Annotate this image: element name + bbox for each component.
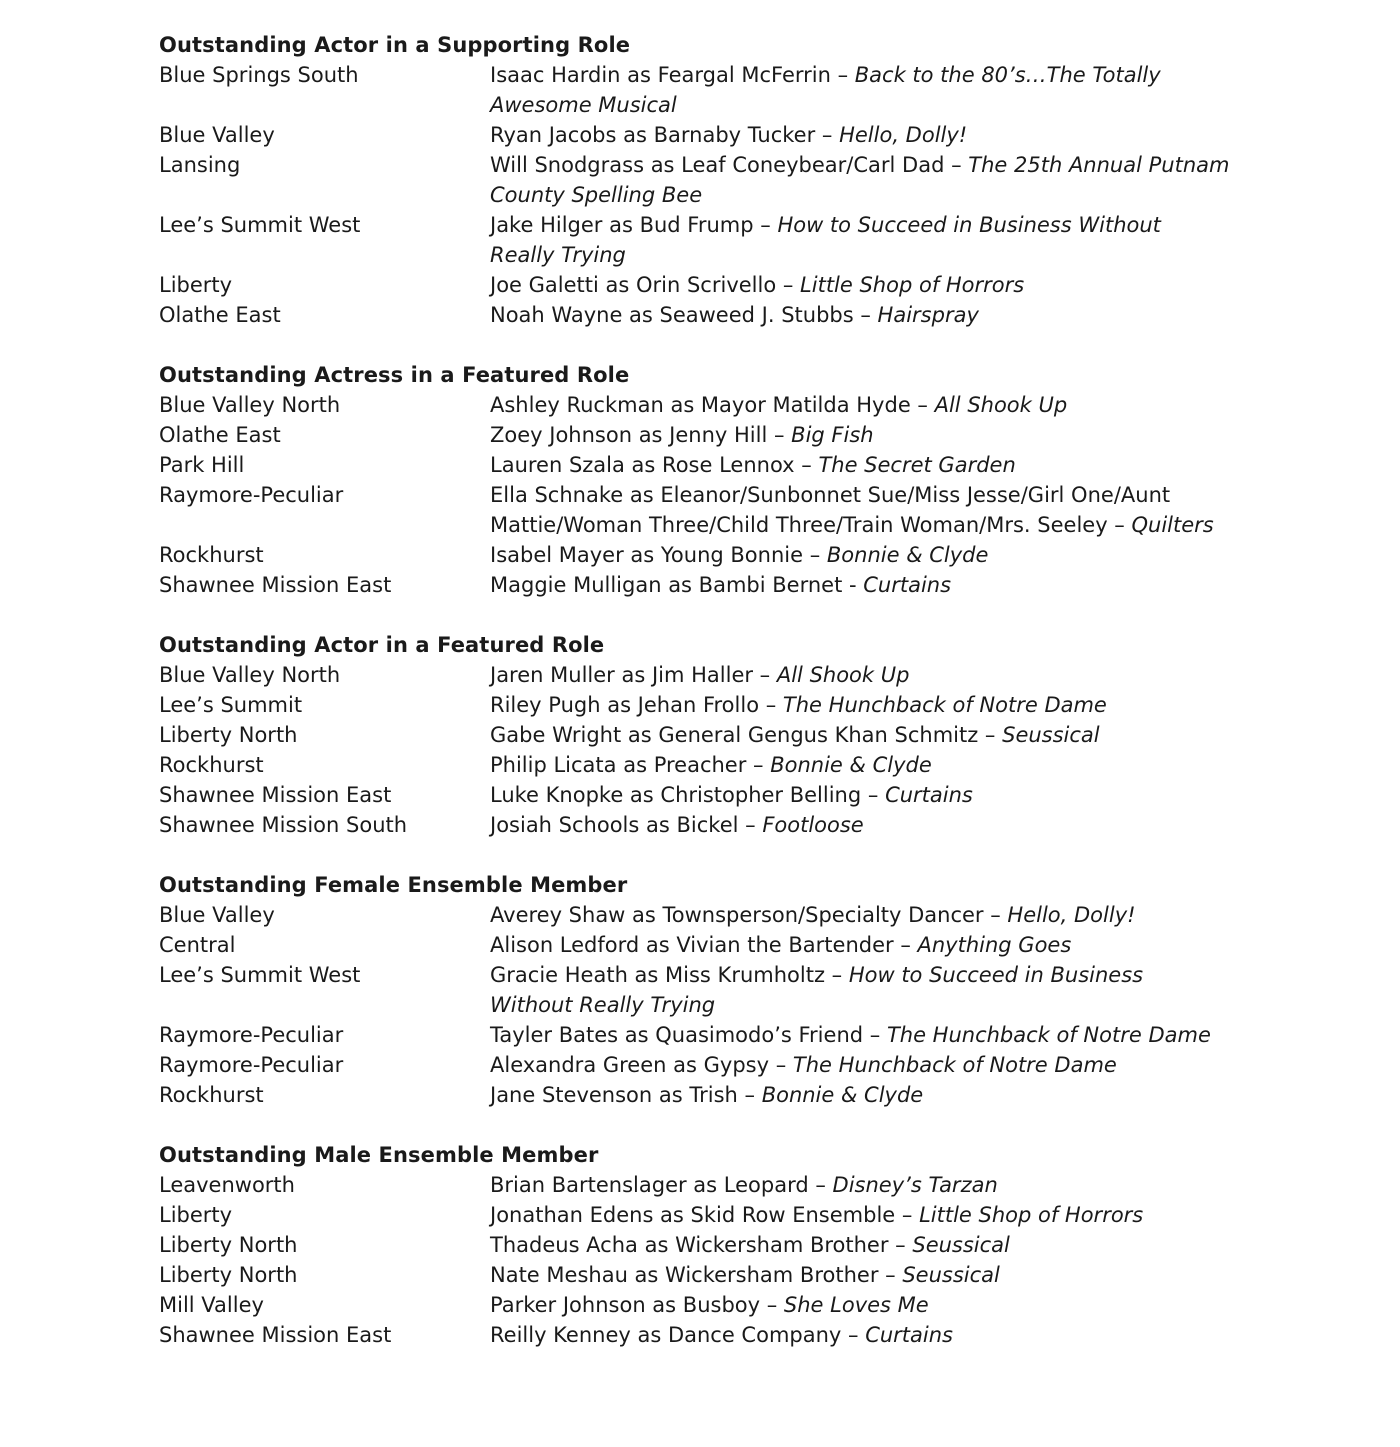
nominee-entry [490, 150, 1230, 210]
nominee-entry [490, 390, 1230, 420]
separator-dash: – [737, 1083, 762, 1107]
show-title: The Secret Garden [818, 453, 1016, 477]
nominee-row [159, 300, 1239, 330]
category-title: Outstanding Actor in a Featured Role [159, 633, 605, 657]
nominee-entry [490, 60, 1230, 120]
nominee-row [159, 750, 1239, 780]
separator-dash: – [738, 813, 763, 837]
separator-dash: – [1107, 513, 1132, 537]
nominee-role: Noah Wayne as Seaweed J. Stubbs [490, 303, 854, 327]
nominee-entry [490, 120, 1230, 150]
nominee-row [159, 390, 1239, 420]
nominee-entry [490, 1320, 1230, 1350]
nominee-entry [490, 1020, 1230, 1050]
separator-dash: – [746, 753, 771, 777]
show-title: Footloose [762, 813, 864, 837]
nominee-role: Will Snodgrass as Leaf Coneybear/Carl Dad [490, 153, 945, 177]
separator-dash: – [853, 303, 878, 327]
nominee-entry [490, 270, 1230, 300]
category-title: Outstanding Female Ensemble Member [159, 873, 628, 897]
nominee-row [159, 1290, 1239, 1320]
nominee-row [159, 780, 1239, 810]
nominee-entry [490, 1080, 1230, 1110]
nominee-role: Ashley Ruckman as Mayor Matilda Hyde [490, 393, 911, 417]
nominee-row [159, 270, 1239, 300]
category-title: Outstanding Actor in a Supporting Role [159, 33, 631, 57]
school-name: Rockhurst [159, 1083, 264, 1107]
nominee-role: Philip Licata as Preacher [490, 753, 747, 777]
school-name: Blue Valley North [159, 393, 341, 417]
show-title: The Hunchback of Notre Dame [782, 693, 1107, 717]
nominee-role: Alison Ledford as Vivian the Bartender [490, 933, 894, 957]
nominee-role: Parker Johnson as Busboy [490, 1293, 761, 1317]
nominee-role: Gabe Wright as General Gengus Khan Schmitz [490, 723, 979, 747]
nominee-row [159, 960, 1239, 1020]
nominee-role: Reilly Kenney as Dance Company [490, 1323, 842, 1347]
show-title: Seussical [902, 1263, 1000, 1287]
nominee-row [159, 150, 1239, 210]
separator-dash: - [842, 573, 864, 597]
nominee-row [159, 450, 1239, 480]
nominee-entry [490, 570, 1230, 600]
award-category [159, 360, 1239, 600]
award-category [159, 1140, 1239, 1350]
nominee-entry [490, 210, 1230, 270]
nominee-role: Jake Hilger as Bud Frump [490, 213, 754, 237]
school-name: Shawnee Mission East [159, 573, 392, 597]
school-name: Olathe East [159, 303, 281, 327]
separator-dash: – [841, 1323, 866, 1347]
nominee-entry [490, 660, 1230, 690]
show-title: All Shook Up [934, 393, 1068, 417]
separator-dash: – [895, 1203, 920, 1227]
show-title: Little Shop of Horrors [800, 273, 1025, 297]
nominee-role: Luke Knopke as Christopher Belling [490, 783, 862, 807]
nominee-role: Nate Meshau as Wickersham Brother [490, 1263, 879, 1287]
show-title: She Loves Me [783, 1293, 929, 1317]
separator-dash: – [893, 933, 918, 957]
show-title: Anything Goes [917, 933, 1072, 957]
show-title: The 25th Annual Putnam County Spelling Bee [490, 153, 1230, 207]
show-title: Seussical [1002, 723, 1100, 747]
show-title: Curtains [885, 783, 973, 807]
nominee-entry [490, 810, 1230, 840]
nominee-row [159, 1050, 1239, 1080]
school-name: Raymore-Peculiar [159, 1023, 344, 1047]
show-title: Disney’s Tarzan [832, 1173, 998, 1197]
nominee-entry [490, 1200, 1230, 1230]
nominee-entry [490, 960, 1230, 1020]
nominee-row [159, 1200, 1239, 1230]
nominee-entry [490, 300, 1230, 330]
nominee-role: Joe Galetti as Orin Scrivello [490, 273, 777, 297]
nominee-row [159, 1260, 1239, 1290]
nominee-role: Isabel Mayer as Young Bonnie [490, 543, 804, 567]
separator-dash: – [808, 1173, 833, 1197]
nominee-role: Alexandra Green as Gypsy [490, 1053, 770, 1077]
award-category [159, 30, 1239, 330]
nominee-role: Brian Bartenslager as Leopard [490, 1173, 809, 1197]
nominee-entry [490, 900, 1230, 930]
nominee-role: Isaac Hardin as Feargal McFerrin [490, 63, 831, 87]
separator-dash: – [983, 903, 1008, 927]
school-name: Rockhurst [159, 543, 264, 567]
show-title: Curtains [863, 573, 952, 597]
separator-dash: – [767, 423, 792, 447]
nominee-row [159, 930, 1239, 960]
separator-dash: – [753, 663, 777, 687]
school-name: Rockhurst [159, 753, 264, 777]
separator-dash: – [944, 153, 969, 177]
nominee-role: Zoey Johnson as Jenny Hill [490, 423, 768, 447]
separator-dash: – [759, 693, 783, 717]
school-name: Liberty [159, 1203, 233, 1227]
school-name: Liberty North [159, 1263, 298, 1287]
school-name: Blue Springs South [159, 63, 359, 87]
school-name: Mill Valley [159, 1293, 264, 1317]
nominee-role: Ella Schnake as Eleanor/Sunbonnet Sue/Miss Jesse/Girl One/Aunt Mattie/Woman Three/Child Three/Train Woman/Mrs. Seeley [490, 483, 1171, 537]
nominee-role: Jonathan Edens as Skid Row Ensemble [490, 1203, 896, 1227]
separator-dash: – [830, 63, 855, 87]
nominee-row [159, 1230, 1239, 1260]
show-title: Back to the 80’s…The Totally Awesome Musical [490, 63, 1161, 117]
separator-dash: – [978, 723, 1003, 747]
school-name: Park Hill [159, 453, 245, 477]
nominee-entry [490, 450, 1230, 480]
separator-dash: – [769, 1053, 793, 1077]
nominee-role: Riley Pugh as Jehan Frollo [490, 693, 760, 717]
separator-dash: – [794, 453, 819, 477]
nominee-entry [490, 780, 1230, 810]
show-title: Hairspray [877, 303, 979, 327]
category-title: Outstanding Male Ensemble Member [159, 1143, 599, 1167]
separator-dash: – [861, 783, 886, 807]
nominee-row [159, 420, 1239, 450]
separator-dash: – [815, 123, 840, 147]
school-name: Raymore-Peculiar [159, 483, 344, 507]
show-title: Quilters [1131, 513, 1214, 537]
nominee-row [159, 120, 1239, 150]
nominee-role: Ryan Jacobs as Barnaby Tucker [490, 123, 816, 147]
nominee-entry [490, 930, 1230, 960]
nominee-role: Averey Shaw as Townsperson/Specialty Dancer [490, 903, 984, 927]
nominee-row [159, 1020, 1239, 1050]
nominee-row [159, 690, 1239, 720]
show-title: Bonnie & Clyde [770, 753, 932, 777]
nominee-role: Lauren Szala as Rose Lennox [490, 453, 795, 477]
show-title: How to Succeed in Business Without Really Trying [490, 963, 1144, 1017]
show-title: Hello, Dolly! [839, 123, 968, 147]
school-name: Blue Valley [159, 903, 275, 927]
nominee-role: Gracie Heath as Miss Krumholtz [490, 963, 825, 987]
nominee-row [159, 900, 1239, 930]
separator-dash: – [878, 1263, 903, 1287]
show-title: Little Shop of Horrors [919, 1203, 1144, 1227]
nominee-entry [490, 1050, 1230, 1080]
nominee-entry [490, 540, 1230, 570]
show-title: Seussical [912, 1233, 1010, 1257]
nominee-entry [490, 420, 1230, 450]
separator-dash: – [888, 1233, 913, 1257]
nominee-row [159, 1080, 1239, 1110]
school-name: Shawnee Mission East [159, 783, 392, 807]
nominee-row [159, 660, 1239, 690]
nominee-row [159, 810, 1239, 840]
nominee-role: Jaren Muller as Jim Haller [490, 663, 753, 687]
nominee-row [159, 540, 1239, 570]
show-title: Big Fish [791, 423, 874, 447]
nominee-entry [490, 480, 1230, 540]
school-name: Liberty North [159, 723, 298, 747]
school-name: Lansing [159, 153, 241, 177]
nominations-document [159, 30, 1239, 1380]
show-title: Bonnie & Clyde [761, 1083, 924, 1107]
nominee-role: Tayler Bates as Quasimodo’s Friend [490, 1023, 864, 1047]
nominee-role: Thadeus Acha as Wickersham Brother [490, 1233, 889, 1257]
show-title: The Hunchback of Notre Dame [792, 1053, 1117, 1077]
school-name: Olathe East [159, 423, 281, 447]
nominee-row [159, 60, 1239, 120]
school-name: Lee’s Summit West [159, 963, 361, 987]
school-name: Shawnee Mission South [159, 813, 408, 837]
separator-dash: – [753, 213, 778, 237]
nominee-role: Josiah Schools as Bickel [490, 813, 739, 837]
school-name: Liberty North [159, 1233, 298, 1257]
nominee-row [159, 720, 1239, 750]
show-title: Bonnie & Clyde [826, 543, 989, 567]
school-name: Leavenworth [159, 1173, 295, 1197]
category-title: Outstanding Actress in a Featured Role [159, 363, 630, 387]
separator-dash: – [760, 1293, 784, 1317]
nominee-role: Jane Stevenson as Trish [490, 1083, 738, 1107]
school-name: Central [159, 933, 236, 957]
school-name: Liberty [159, 273, 233, 297]
nominee-row [159, 210, 1239, 270]
school-name: Lee’s Summit [159, 693, 303, 717]
separator-dash: – [776, 273, 801, 297]
separator-dash: – [910, 393, 935, 417]
school-name: Shawnee Mission East [159, 1323, 392, 1347]
nominee-role: Maggie Mulligan as Bambi Bernet [490, 573, 843, 597]
nominee-row [159, 1320, 1239, 1350]
show-title: All Shook Up [776, 663, 910, 687]
show-title: Hello, Dolly! [1007, 903, 1136, 927]
nominee-entry [490, 690, 1230, 720]
nominee-entry [490, 1170, 1230, 1200]
show-title: Curtains [865, 1323, 953, 1347]
school-name: Raymore-Peculiar [159, 1053, 344, 1077]
nominee-row [159, 1170, 1239, 1200]
nominee-entry [490, 1260, 1230, 1290]
nominee-entry [490, 750, 1230, 780]
school-name: Blue Valley North [159, 663, 341, 687]
nominee-entry [490, 720, 1230, 750]
nominee-row [159, 480, 1239, 540]
nominee-entry [490, 1230, 1230, 1260]
show-title: The Hunchback of Notre Dame [886, 1023, 1211, 1047]
separator-dash: – [803, 543, 827, 567]
school-name: Lee’s Summit West [159, 213, 361, 237]
school-name: Blue Valley [159, 123, 275, 147]
award-category [159, 630, 1239, 840]
show-title: How to Succeed in Business Without Really Trying [490, 213, 1161, 267]
separator-dash: – [824, 963, 849, 987]
award-category [159, 870, 1239, 1110]
nominee-row [159, 570, 1239, 600]
separator-dash: – [863, 1023, 887, 1047]
nominee-entry [490, 1290, 1230, 1320]
